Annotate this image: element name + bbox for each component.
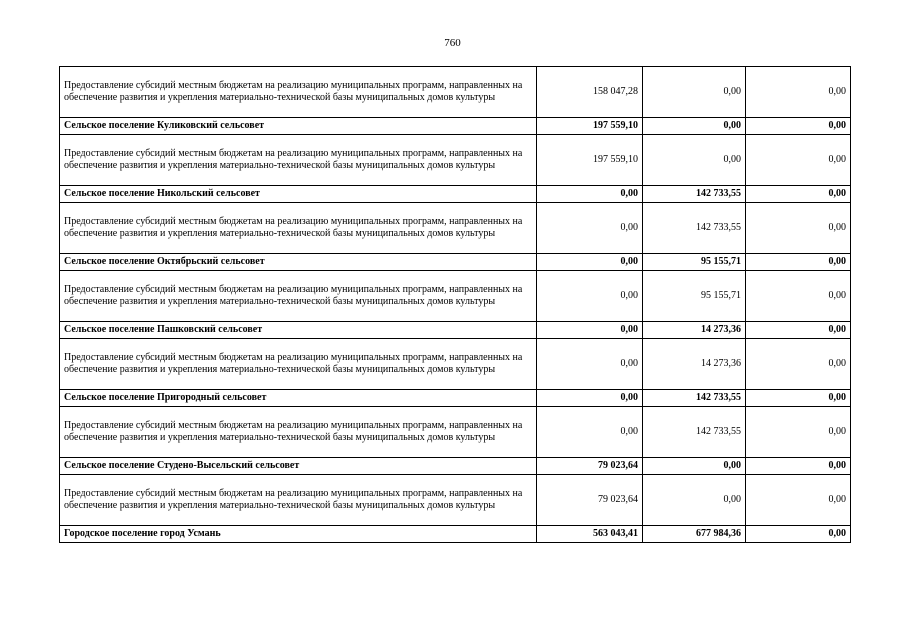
subsidy-detail-row (60, 339, 851, 390)
row-value-3-cell: 0,00 (746, 339, 851, 390)
row-value-3-cell: 0,00 (746, 118, 851, 135)
settlement-total-row (60, 390, 851, 407)
row-name-cell: Предоставление субсидий местным бюджетам на реализацию муниципальных программ, направленных на обеспечение развития и укрепления материально-технической базы муниципальных домов культуры (60, 475, 537, 526)
row-value-2-cell: 142 733,55 (643, 407, 746, 458)
row-value-1-cell: 158 047,28 (537, 67, 643, 118)
row-value-2-cell: 0,00 (643, 67, 746, 118)
budget-table (59, 66, 851, 543)
row-value-1-cell: 0,00 (537, 203, 643, 254)
row-value-2-cell: 0,00 (643, 458, 746, 475)
row-value-3-cell: 0,00 (746, 407, 851, 458)
row-value-3-cell: 0,00 (746, 390, 851, 407)
row-value-3-cell: 0,00 (746, 322, 851, 339)
row-value-2-cell: 95 155,71 (643, 271, 746, 322)
row-name-cell: Сельское поселение Пашковский сельсовет (60, 322, 537, 339)
row-value-2-cell: 142 733,55 (643, 390, 746, 407)
row-name-cell: Предоставление субсидий местным бюджетам на реализацию муниципальных программ, направленных на обеспечение развития и укрепления материально-технической базы муниципальных домов культуры (60, 339, 537, 390)
row-value-1-cell: 0,00 (537, 254, 643, 271)
row-value-1-cell: 0,00 (537, 322, 643, 339)
row-name-cell: Сельское поселение Студено-Высельский сельсовет (60, 458, 537, 475)
row-value-2-cell: 0,00 (643, 135, 746, 186)
subsidy-detail-row (60, 203, 851, 254)
settlement-total-row (60, 526, 851, 543)
subsidy-detail-row (60, 67, 851, 118)
settlement-total-row (60, 254, 851, 271)
row-name-cell: Сельское поселение Никольский сельсовет (60, 186, 537, 203)
row-value-3-cell: 0,00 (746, 475, 851, 526)
row-value-3-cell: 0,00 (746, 67, 851, 118)
row-value-3-cell: 0,00 (746, 135, 851, 186)
row-name-cell: Сельское поселение Пригородный сельсовет (60, 390, 537, 407)
row-value-1-cell: 197 559,10 (537, 118, 643, 135)
row-value-3-cell: 0,00 (746, 271, 851, 322)
row-name-cell: Сельское поселение Октябрьский сельсовет (60, 254, 537, 271)
row-value-1-cell: 0,00 (537, 407, 643, 458)
subsidy-detail-row (60, 407, 851, 458)
row-value-2-cell: 95 155,71 (643, 254, 746, 271)
row-value-1-cell: 197 559,10 (537, 135, 643, 186)
row-value-3-cell: 0,00 (746, 203, 851, 254)
settlement-total-row (60, 322, 851, 339)
row-name-cell: Предоставление субсидий местным бюджетам на реализацию муниципальных программ, направленных на обеспечение развития и укрепления материально-технической базы муниципальных домов культуры (60, 271, 537, 322)
row-value-3-cell: 0,00 (746, 186, 851, 203)
budget-table-body (60, 67, 851, 543)
row-value-1-cell: 0,00 (537, 271, 643, 322)
row-value-1-cell: 0,00 (537, 390, 643, 407)
row-value-2-cell: 142 733,55 (643, 203, 746, 254)
row-value-1-cell: 79 023,64 (537, 475, 643, 526)
row-value-2-cell: 0,00 (643, 118, 746, 135)
row-name-cell: Предоставление субсидий местным бюджетам на реализацию муниципальных программ, направленных на обеспечение развития и укрепления материально-технической базы муниципальных домов культуры (60, 135, 537, 186)
row-value-2-cell: 677 984,36 (643, 526, 746, 543)
settlement-total-row (60, 458, 851, 475)
row-value-3-cell: 0,00 (746, 254, 851, 271)
row-value-1-cell: 0,00 (537, 339, 643, 390)
row-value-1-cell: 0,00 (537, 186, 643, 203)
row-value-1-cell: 563 043,41 (537, 526, 643, 543)
row-value-2-cell: 14 273,36 (643, 322, 746, 339)
page-number: 760 (444, 37, 461, 49)
row-value-3-cell: 0,00 (746, 526, 851, 543)
row-name-cell: Предоставление субсидий местным бюджетам на реализацию муниципальных программ, направленных на обеспечение развития и укрепления материально-технической базы муниципальных домов культуры (60, 67, 537, 118)
subsidy-detail-row (60, 475, 851, 526)
row-value-2-cell: 14 273,36 (643, 339, 746, 390)
row-name-cell: Предоставление субсидий местным бюджетам на реализацию муниципальных программ, направленных на обеспечение развития и укрепления материально-технической базы муниципальных домов культуры (60, 203, 537, 254)
row-value-3-cell: 0,00 (746, 458, 851, 475)
row-name-cell: Городское поселение город Усмань (60, 526, 537, 543)
subsidy-detail-row (60, 135, 851, 186)
settlement-total-row (60, 118, 851, 135)
row-name-cell: Предоставление субсидий местным бюджетам на реализацию муниципальных программ, направленных на обеспечение развития и укрепления материально-технической базы муниципальных домов культуры (60, 407, 537, 458)
subsidy-detail-row (60, 271, 851, 322)
settlement-total-row (60, 186, 851, 203)
row-value-2-cell: 0,00 (643, 475, 746, 526)
row-value-2-cell: 142 733,55 (643, 186, 746, 203)
row-value-1-cell: 79 023,64 (537, 458, 643, 475)
row-name-cell: Сельское поселение Куликовский сельсовет (60, 118, 537, 135)
